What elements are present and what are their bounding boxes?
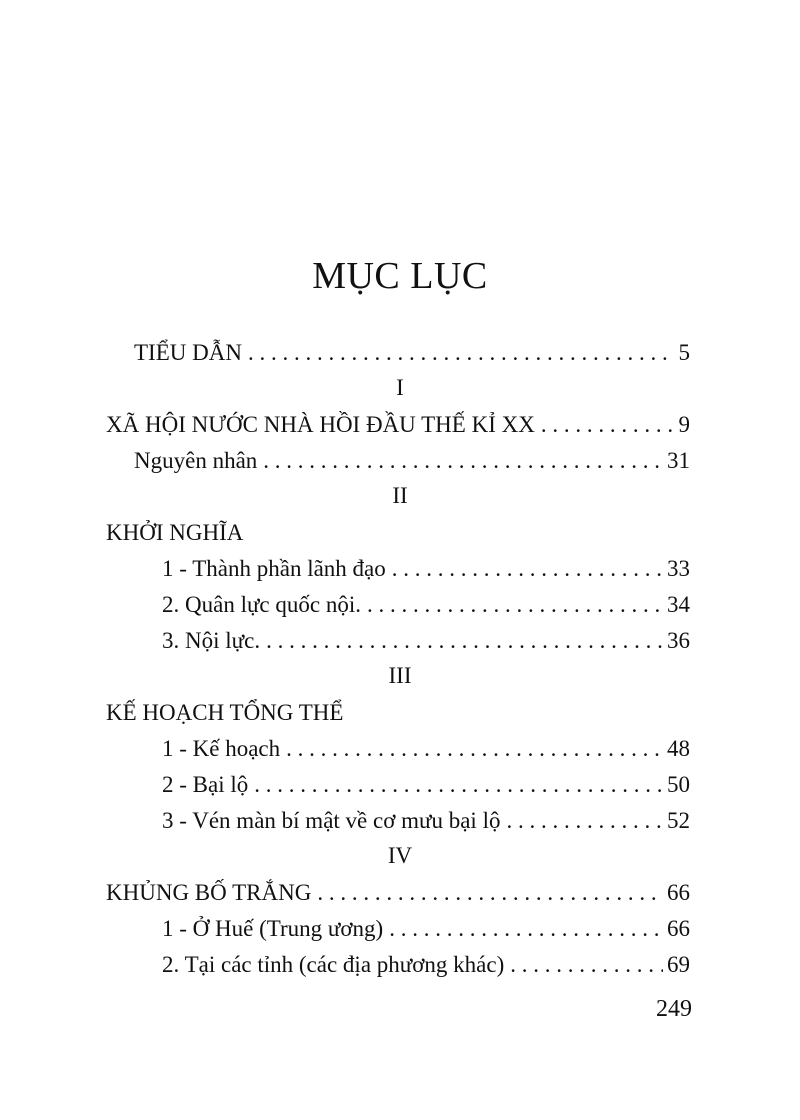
toc-entry-page: 69: [667, 952, 690, 977]
toc-entry[interactable]: [162, 911, 690, 947]
toc-entry-label: 2 - Bại lộ: [162, 772, 249, 797]
section-heading[interactable]: KẾ HOẠCH TỔNG THỂ: [106, 700, 344, 725]
toc-entry-label: TIỂU DẪN: [134, 340, 242, 365]
section-heading[interactable]: KHỞI NGHĨA: [106, 520, 244, 545]
leader-dots: [367, 587, 663, 623]
toc-entry[interactable]: [162, 551, 690, 587]
toc-entry-label: Nguyên nhân: [134, 448, 258, 473]
toc-entry-page: 52: [667, 808, 690, 833]
section-numeral: III: [388, 663, 412, 688]
toc-entry-label: 1 - Kế hoạch: [162, 736, 281, 761]
leader-dots: [541, 407, 675, 443]
toc-entry-page: 9: [678, 412, 690, 437]
toc-entry-label: 1 - Ở Huế (Trung ương): [162, 916, 384, 941]
toc-entry-page: 50: [667, 772, 690, 797]
toc-entry-page: 33: [667, 556, 690, 581]
leader-dots: [248, 335, 675, 371]
toc-entry[interactable]: [106, 875, 690, 911]
leader-dots: [510, 947, 663, 983]
section-numeral: IV: [387, 843, 413, 868]
toc-entry-page: 48: [667, 736, 690, 761]
leader-dots: [506, 803, 663, 839]
leader-dots: [286, 731, 663, 767]
toc-entry-page: 36: [667, 628, 690, 653]
leader-dots: [254, 767, 663, 803]
toc-entry-label: 3 - Vén màn bí mật về cơ mưu bại lộ: [162, 808, 501, 833]
toc-entry-page: 34: [667, 592, 690, 617]
toc-entry-page: 31: [667, 448, 690, 473]
toc-entry[interactable]: [162, 731, 690, 767]
leader-dots: [389, 911, 663, 947]
leader-dots: [392, 551, 663, 587]
toc-entry-label: 2. Tại các tỉnh (các địa phương khác): [162, 952, 505, 977]
toc-entry[interactable]: [162, 803, 690, 839]
toc-entry[interactable]: [162, 947, 690, 983]
toc-entry-label: 2. Quân lực quốc nội.: [162, 592, 361, 617]
toc-entry[interactable]: [134, 335, 690, 371]
toc-entry-page: 66: [667, 916, 690, 941]
toc-entry[interactable]: [134, 443, 690, 479]
toc-entry-label: XÃ HỘI NƯỚC NHÀ HỒI ĐẦU THẾ KỈ XX: [106, 412, 535, 437]
toc-entry[interactable]: [162, 767, 690, 803]
page-number: 249: [656, 996, 692, 1022]
section-numeral: I: [396, 375, 404, 400]
page-title: MỤC LỤC: [312, 255, 488, 297]
toc-entry[interactable]: [162, 587, 690, 623]
toc-entry-label: 1 - Thành phần lãnh đạo: [162, 556, 386, 581]
toc-entry-label: 3. Nội lực.: [162, 628, 261, 653]
toc-entry-page: 66: [667, 880, 690, 905]
section-numeral: II: [392, 483, 408, 508]
toc-entry[interactable]: [162, 623, 690, 659]
toc-entry-page: 5: [678, 340, 690, 365]
leader-dots: [263, 443, 663, 479]
leader-dots: [266, 623, 663, 659]
toc-entry[interactable]: [106, 407, 690, 443]
leader-dots: [317, 875, 663, 911]
toc-entry-label: KHỦNG BỐ TRẮNG: [106, 880, 312, 905]
